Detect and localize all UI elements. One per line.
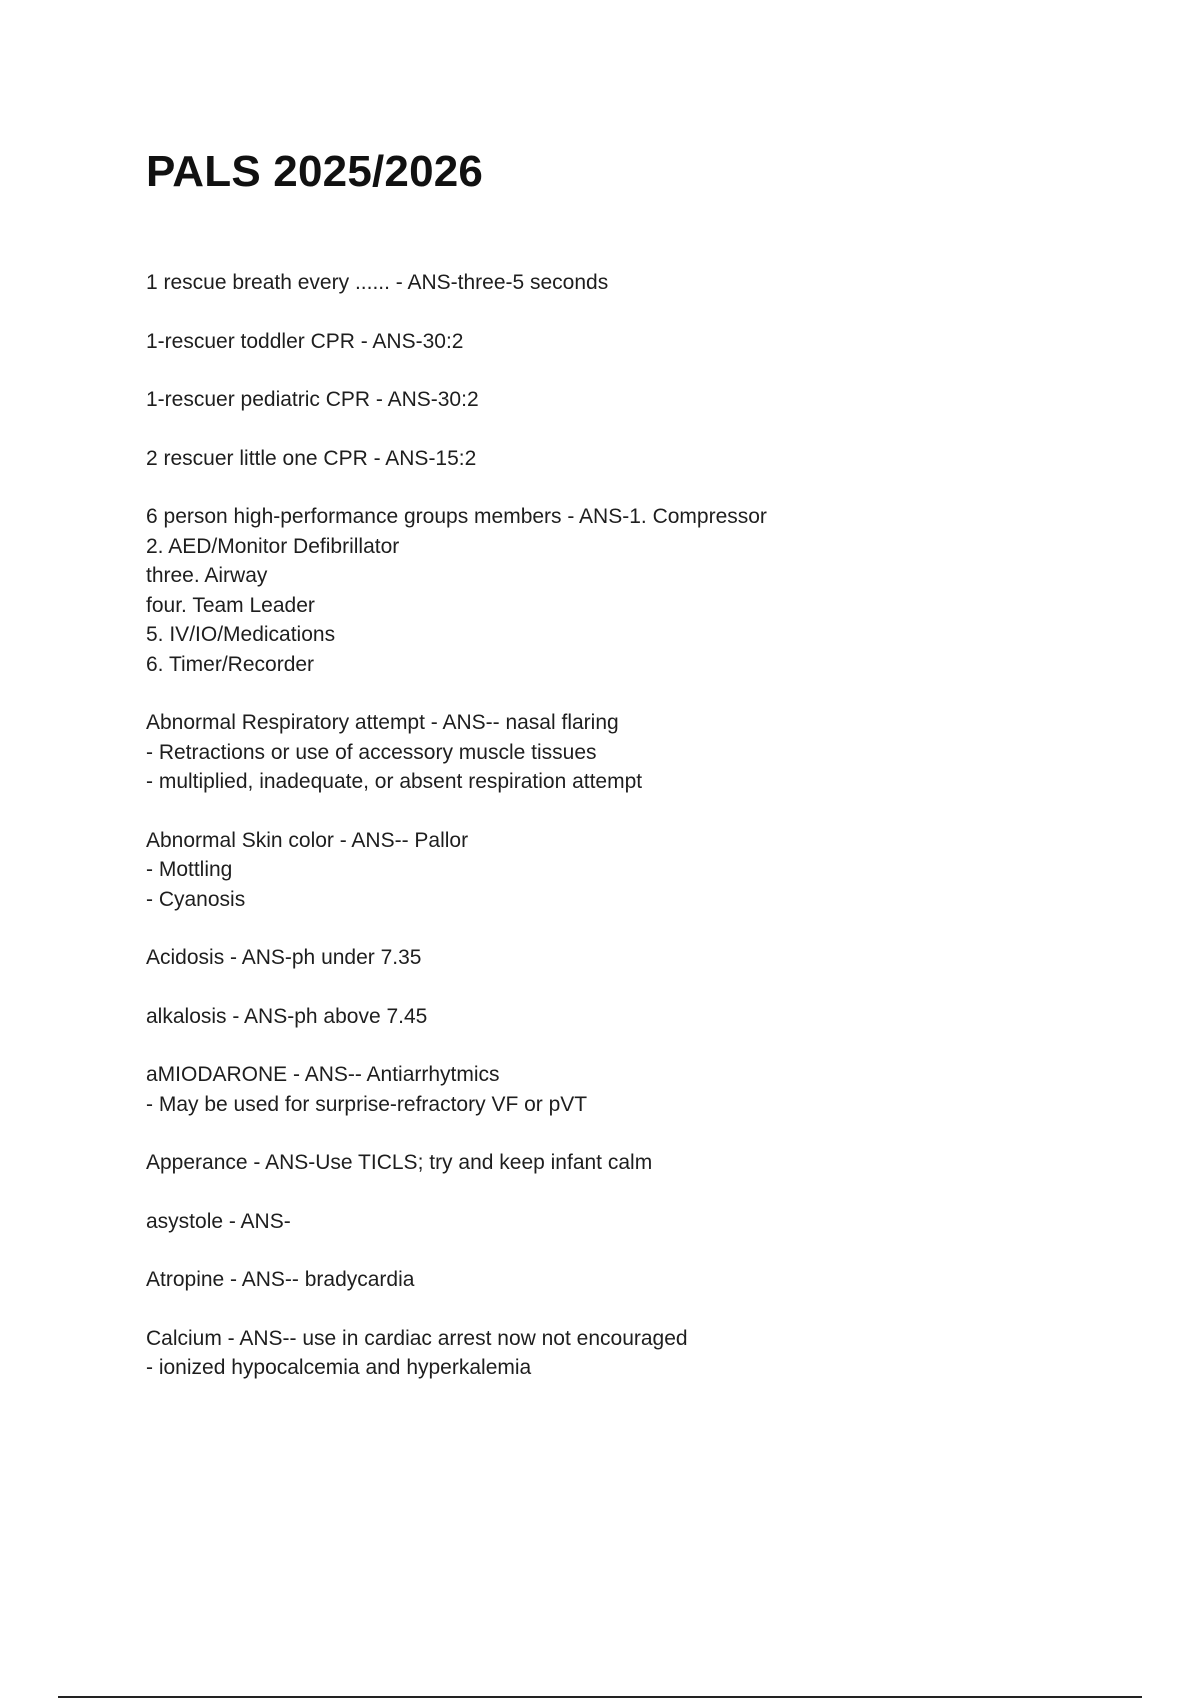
entry-acidosis bbox=[146, 943, 1106, 973]
entry-line: - ionized hypocalcemia and hyperkalemia bbox=[146, 1356, 532, 1379]
entry-atropine bbox=[146, 1265, 1106, 1295]
entry-line: aMIODARONE - ANS-- Antiarrhytmics bbox=[146, 1063, 500, 1086]
entry-line: - May be used for surprise-refractory VF or pVT bbox=[146, 1092, 588, 1116]
entry-line: Abnormal Respiratory attempt - ANS-- nasal flaring bbox=[146, 711, 619, 734]
entry-line: Acidosis - ANS-ph under 7.35 bbox=[146, 946, 422, 969]
entry-abnormal-respiratory bbox=[146, 708, 1106, 797]
entry-line: Apperance - ANS-Use TICLS; try and keep infant calm bbox=[146, 1151, 653, 1174]
entry-rescue-breath bbox=[146, 268, 1106, 298]
entry-line: 1-rescuer pediatric CPR - ANS-30:2 bbox=[146, 388, 479, 411]
entry-line: - Retractions or use of accessory muscle tissues bbox=[146, 740, 597, 764]
entry-asystole bbox=[146, 1207, 1106, 1237]
page-title: PALS 2025/2026 bbox=[146, 147, 484, 196]
footer-divider bbox=[58, 1696, 1142, 1698]
entry-line: 6. Timer/Recorder bbox=[146, 652, 315, 676]
entry-line: Calcium - ANS-- use in cardiac arrest now not encouraged bbox=[146, 1326, 688, 1350]
entry-line: four. Team Leader bbox=[146, 593, 315, 617]
entry-line: three. Airway bbox=[146, 564, 268, 587]
entry-line: alkalosis - ANS-ph above 7.45 bbox=[146, 1004, 428, 1028]
entry-alkalosis bbox=[146, 1002, 1106, 1032]
entry-line: asystole - ANS- bbox=[146, 1209, 291, 1233]
entry-appearance bbox=[146, 1148, 1106, 1178]
entry-line: 6 person high-performance groups members - ANS-1. Compressor bbox=[146, 505, 767, 528]
entry-line: Abnormal Skin color - ANS-- Pallor bbox=[146, 828, 469, 852]
entry-calcium bbox=[146, 1324, 1106, 1383]
entry-line: 1-rescuer toddler CPR - ANS-30:2 bbox=[146, 329, 464, 353]
entry-line: - Cyanosis bbox=[146, 887, 246, 911]
entry-line: 2. AED/Monitor Defibrillator bbox=[146, 534, 400, 558]
entry-abnormal-skin bbox=[146, 826, 1106, 915]
entry-line: - multiplied, inadequate, or absent respiration attempt bbox=[146, 770, 643, 793]
entry-line: - Mottling bbox=[146, 858, 233, 881]
entry-team-members bbox=[146, 502, 1106, 679]
flashcard-list bbox=[146, 268, 1106, 1412]
entry-line: Atropine - ANS-- bradycardia bbox=[146, 1268, 415, 1291]
entry-line: 1 rescue breath every ...... - ANS-three-5 seconds bbox=[146, 271, 609, 294]
entry-two-rescuer-cpr bbox=[146, 444, 1106, 474]
entry-line: 2 rescuer little one CPR - ANS-15:2 bbox=[146, 446, 477, 470]
entry-pediatric-cpr bbox=[146, 385, 1106, 415]
entry-line: 5. IV/IO/Medications bbox=[146, 623, 336, 646]
entry-toddler-cpr bbox=[146, 327, 1106, 357]
entry-amiodarone bbox=[146, 1060, 1106, 1119]
